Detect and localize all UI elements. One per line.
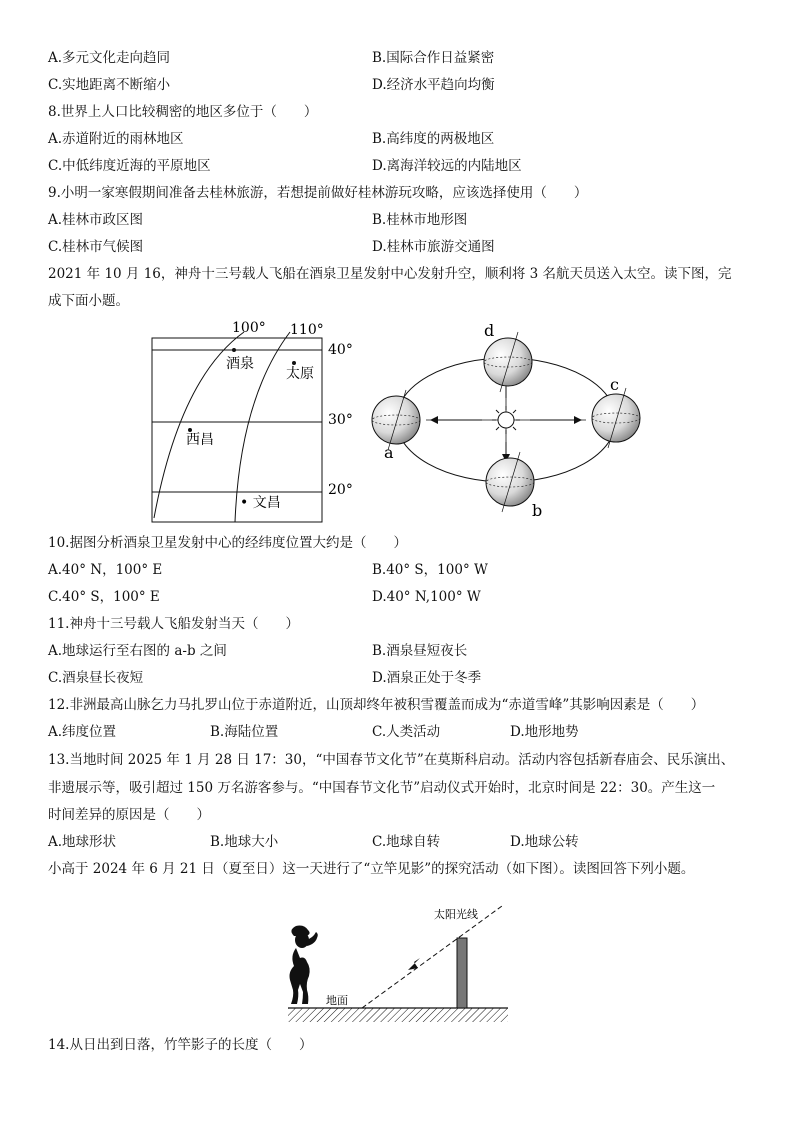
lon-label-110: 110° <box>290 322 324 338</box>
lat-label-20: 20° <box>328 482 353 498</box>
ground-label: 地面 <box>326 994 348 1007</box>
q8-option-c: C.中低纬度近海的平原地区 <box>48 158 211 174</box>
pole-shadow-diagram <box>280 896 515 1030</box>
q7-option-a: A.多元文化走向趋同 <box>48 50 171 66</box>
intro-paragraph-line-1: 2021 年 10 月 16，神舟十三号载人飞船在酒泉卫星发射中心发射升空，顺利将 3 名航天员送入太空。读下图，完 <box>48 266 732 282</box>
city-label-xichang: 西昌 <box>186 432 214 448</box>
q13-stem-line-2: 非遗展示等，吸引超过 150 万名游客参与。“中国春节文化节”启动仪式开始时，北京时间是 22：30。产生这一 <box>48 780 716 796</box>
q10-option-b: B.40° S，100° W <box>372 562 488 578</box>
lat-label-30: 30° <box>328 412 353 428</box>
earth-orbit-diagram <box>366 318 656 523</box>
jiuquan-dot <box>232 348 236 352</box>
lon-label-100: 100° <box>232 320 266 336</box>
q10-option-d: D.40° N,100° W <box>372 589 481 605</box>
q9-option-b: B.桂林市地形图 <box>372 212 468 228</box>
q11-option-d: D.酒泉正处于冬季 <box>372 670 482 686</box>
city-label-taiyuan: 太原 <box>286 366 314 382</box>
q11-stem: 11.神舟十三号载人飞船发射当天（ ） <box>48 616 299 632</box>
q8-stem: 8.世界上人口比较稠密的地区多位于（ ） <box>48 104 318 120</box>
q13-option-b: B.地球大小 <box>210 834 279 850</box>
q13-stem-line-3: 时间差异的原因是（ ） <box>48 807 210 823</box>
lat-lon-map <box>140 318 370 528</box>
lat-label-40: 40° <box>328 342 353 358</box>
q12-stem: 12.非洲最高山脉乞力马扎罗山位于赤道附近，山顶却终年被积雪覆盖而成为“赤道雪峰”其影响因素是（ ） <box>48 697 705 713</box>
orbit-label-a: a <box>384 443 394 462</box>
q13-option-c: C.地球自转 <box>372 834 441 850</box>
sunlight-label: 太阳光线 <box>434 908 478 921</box>
q12-option-a: A.纬度位置 <box>48 724 117 740</box>
q12-option-d: D.地形地势 <box>510 724 579 740</box>
globe-b <box>486 452 534 512</box>
q9-stem: 9.小明一家寒假期间准备去桂林旅游，若想提前做好桂林游玩攻略，应该选择使用（ ） <box>48 185 588 201</box>
orbit-label-b: b <box>532 501 543 520</box>
q9-option-a: A.桂林市政区图 <box>48 212 144 228</box>
q14-stem: 14.从日出到日落，竹竿影子的长度（ ） <box>48 1037 313 1053</box>
taiyuan-dot <box>292 361 296 365</box>
q8-option-a: A.赤道附近的雨林地区 <box>48 131 184 147</box>
globe-c <box>592 388 640 448</box>
q9-option-d: D.桂林市旅游交通图 <box>372 239 495 255</box>
q13-option-d: D.地球公转 <box>510 834 579 850</box>
q13-stem-line-1: 13.当地时间 2025 年 1 月 28 日 17：30，“中国春节文化节”在莫斯科启动。活动内容包括新春庙会、民乐演出、 <box>48 752 735 768</box>
person-silhouette <box>290 926 318 1005</box>
q11-option-a: A.地球运行至右图的 a-b 之间 <box>48 643 227 659</box>
sunlight-arrow <box>408 958 420 970</box>
q8-option-d: D.离海洋较远的内陆地区 <box>372 158 522 174</box>
city-label-jiuquan: 酒泉 <box>226 356 254 372</box>
orbit-label-d: d <box>484 321 495 340</box>
intro-paragraph-2: 小高于 2024 年 6 月 21 日（夏至日）这一天进行了“立竿见影”的探究活动（如下图）。读图回答下列小题。 <box>48 861 695 877</box>
globe-a <box>372 390 420 450</box>
orbit-label-c: c <box>610 375 619 394</box>
sunlight-ray <box>362 906 502 1008</box>
q11-option-b: B.酒泉昼短夜长 <box>372 643 468 659</box>
q7-option-d: D.经济水平趋向均衡 <box>372 77 495 93</box>
ground-hatch <box>288 1008 508 1022</box>
q10-option-a: A.40° N，100° E <box>48 562 163 578</box>
q10-option-c: C.40° S，100° E <box>48 589 160 605</box>
q8-option-b: B.高纬度的两极地区 <box>372 131 495 147</box>
q10-stem: 10.据图分析酒泉卫星发射中心的经纬度位置大约是（ ） <box>48 535 407 551</box>
globe-d <box>484 332 532 392</box>
q12-option-b: B.海陆位置 <box>210 724 279 740</box>
bamboo-pole <box>457 938 467 1008</box>
q7-option-c: C.实地距离不断缩小 <box>48 77 171 93</box>
q7-option-b: B.国际合作日益紧密 <box>372 50 495 66</box>
q11-option-c: C.酒泉昼长夜短 <box>48 670 144 686</box>
intro-paragraph-line-2: 成下面小题。 <box>48 293 129 309</box>
q9-option-c: C.桂林市气候图 <box>48 239 144 255</box>
q13-option-a: A.地球形状 <box>48 834 117 850</box>
city-label-wenchang: • 文昌 <box>240 495 281 511</box>
q12-option-c: C.人类活动 <box>372 724 441 740</box>
